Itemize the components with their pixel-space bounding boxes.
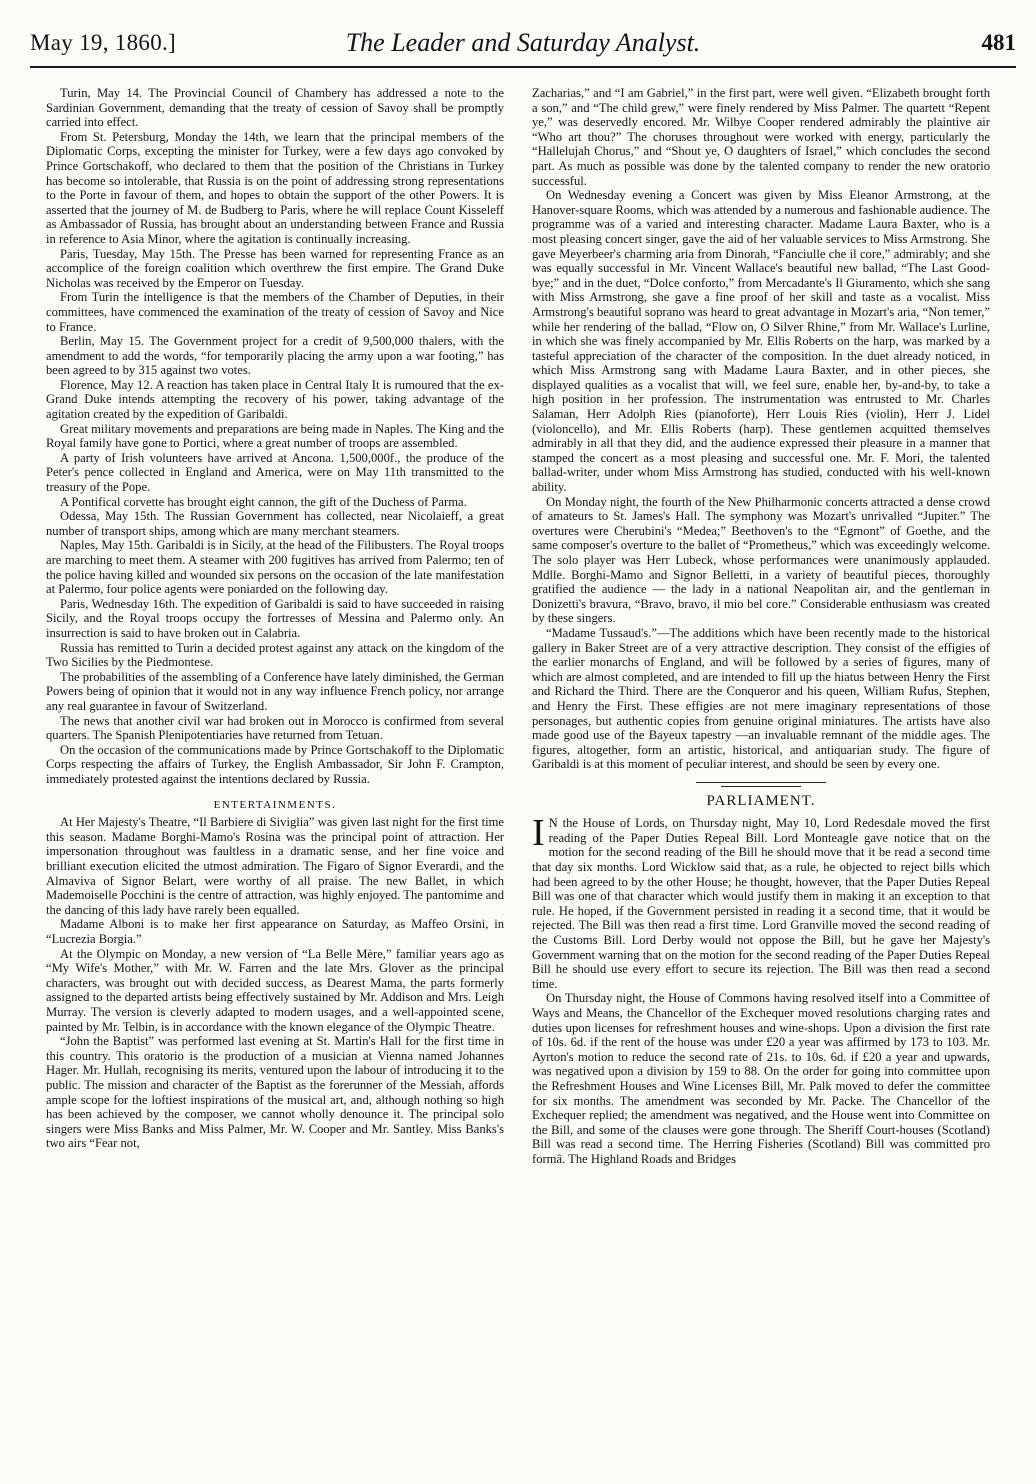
news-paragraph: Paris, Wednesday 16th. The expedition of Garibaldi is said to have succeeded in raising Sicily, and the Royal troops occupy the fortresses of Messina and Palermo only. An insurrection is said to have broken out in Calabria. [46,596,504,640]
entertainment-paragraph: Madame Alboni is to make her first appearance on Saturday, as Maffeo Orsini, in “Lucrezia Borgia.” [46,917,504,946]
entertainment-paragraph: At the Olympic on Monday, a new version of “La Belle Mère,” familiar years ago as “My Wife's Mother,” with Mr. W. Farren and the late Mrs. Glover as the principal characters, was brought out with decided success, as Dearest Mama, the parts formerly assigned to the departed artists being effectively sustained by Mr. Addison and Mrs. Leigh Murray. The version is cleverly adapted to modern usages, and a well-appointed scene, painted by Mr. Telbin, is in accordance with the known elegance of the Olympic Theatre. [46,946,504,1034]
news-paragraph: Paris, Tuesday, May 15th. The Presse has been warned for representing France as an accomplice of the foreign coalition which overthrew the first empire. The Grand Duke Nicholas was received by the Emperor on Tuesday. [46,246,504,290]
news-paragraph: A party of Irish volunteers have arrived at Ancona. 1,500,000f., the produce of the Peter's pence collected in England and America, were on May 11th transmitted to the treasury of the Pope. [46,450,504,495]
news-paragraph: Florence, May 12. A reaction has taken place in Central Italy It is rumoured that the ex-Grand Duke intends attempting the recovery of his power, taking advantage of the agitation created by the expedition of Garibaldi. [46,377,504,422]
review-paragraph: On Monday night, the fourth of the New Philharmonic concerts attracted a dense crowd of amateurs to St. James's Hall. The symphony was Mozart's unrivalled “Jupiter.” The overtures were Cherubini's “Medea;” Beethoven's to the “Egmont” of Goethe, and the same composer's overture to the ballet of “Prometheus,” which was exceedingly welcome. The solo player was Herr Lubeck, whose performances were unanimously applauded. Mdlle. Borghi-Mamo and Signor Belletti, in a variety of beautiful pieces, thoroughly gratified the audience — the lady in a national Neapolitan air, and the gentleman in Donizetti's bravura, “Bravo, bravo, il mio bel core.” Considerable enthusiasm was created by these singers. [532,494,990,626]
drop-cap: I [532,812,545,855]
news-paragraph: On the occasion of the communications made by Prince Gortschakoff to the Diplomatic Corps respecting the affairs of Turkey, the English Ambassador, Sir John F. Crampton, immediately protested against the intentions declared by Russia. [46,742,504,786]
news-paragraph: The news that another civil war had broken out in Morocco is confirmed from several quarters. The Spanish Plenipotentiaries have returned from Tetuan. [46,713,504,743]
news-paragraph: The probabilities of the assembling of a Conference have lately diminished, the German Powers being of opinion that it would not in any way influence French policy, nor arrange any real guarantee in favour of Switzerland. [46,669,504,713]
entertainment-paragraph: “John the Baptist” was performed last evening at St. Martin's Hall for the first time in this country. This oratorio is the production of a musician at Vienna named Johannes Hager. Mr. Hullah, recognising its merits, ventured upon the labour of introducing it to the public. The mission and character of the Baptist as the forerunner of the Messiah, affords ample scope for the loftiest inspirations of the musical art, and, although nothing so high has been achieved by the composer, we cannot wholly denounce it. The principal solo singers were Miss Banks and Miss Palmer, Mr. W. Cooper and Mr. Santley. Miss Banks's two airs “Fear not, [46,1034,504,1151]
entertainments-heading: ENTERTAINMENTS. [213,798,337,811]
news-paragraph: Great military movements and preparations are being made in Naples. The King and the Royal family have gone to Portici, where a great number of troops are assembled. [46,421,504,451]
news-paragraph: A Pontifical corvette has brought eight cannon, the gift of the Duchess of Parma. [60,494,467,509]
issue-date: May 19, 1860.] [30,30,177,55]
entertainment-paragraph: At Her Majesty's Theatre, “Il Barbiere di Siviglia” was given last night for the first time this season. Madame Borghi-Mamo's Rosina was the principal point of attraction. Her impersonation throughout was faultless in a dramatic sense, and her fine voice and brilliant execution elicited the utmost admiration. The Figaro of Signor Everardi, and the Almaviva of Signor Belart, were worthy of all praise. The new Ballet, in which Mademoiselle Pocchini is the centre of attraction, was highly enjoyed. The pantomime and the dancing of this lady have rarely been equalled. [46,815,504,917]
parliament-text: N the House of Lords, on Thursday night, May 10, Lord Redesdale moved the first reading of the Paper Duties Repeal Bill. Lord Monteagle gave notice that on the motion for the second reading of the Bill he should move that it be read a second time that day six months. Lord Wicklow said that, as a rule, he objected to reject bills which had been agreed to by the other House; he thought, however, that the Paper Duties Repeal Bill was one of that character which would justify them in making it an exception to that rule. He hoped, if the Government persisted in reading it a second time, that it would be rejected. The Bill was then read a first time. Lord Granville moved the second reading of the Customs Bill. Lord Derby would not oppose the Bill, but he gave her Majesty's Government warning that on the motion for the second reading of the Paper Duties Repeal Bill he should use every effort to secure its rejection. The Bill was then read a second time. [532,816,990,991]
news-paragraph: Turin, May 14. The Provincial Council of Chambery has addressed a note to the Sardinian Government, demanding that the treaty of cession of Savoy shall be promptly carried into effect. [46,86,504,130]
publication-title: The Leader and Saturday Analyst. [345,28,701,57]
right-column [532,86,990,1466]
news-paragraph: From Turin the intelligence is that the members of the Chamber of Deputies, in their committees, have commenced the examination of the treaty of cession of Savoy and Nice to France. [46,290,504,334]
divider-rule [721,786,801,787]
parliament-heading: PARLIAMENT. [706,792,816,809]
news-paragraph: Russia has remitted to Turin a decided protest against any attack on the kingdom of the Two Sicilies by the Piedmontese. [46,640,504,670]
divider-rule [696,782,826,783]
left-column [46,86,504,1466]
section-divider [696,782,826,787]
parliament-paragraph: On Thursday night, the House of Commons having resolved itself into a Committee of Ways and Means, the Chancellor of the Exchequer moved resolutions charging rates and duties upon licenses for refreshment houses and wine-shops. Upon a division the first rate of 10s. 6d. if the rent of the house was under £20 a year was affirmed by 173 to 103. Mr. Ayrton's motion to reduce the second rate of 21s. to 10s. 6d. if £20 a year and upwards, was negatived upon a division by 159 to 88. On the order for going into committee upon the Refreshment Houses and Wine Licenses Bill, Mr. Palk moved to defer the committee for six months. The amendment was seconded by Mr. Packe. The Chancellor of the Exchequer replied; the amendment was negatived, and the House went into Committee on the Bill, and some of the clauses were gone through. The Sheriff Court-houses (Scotland) Bill was read a second time. The Herring Fisheries (Scotland) Bill was committed pro formâ. The Highland Roads and Bridges [532,991,990,1166]
review-paragraph: Zacharias,” and “I am Gabriel,” in the first part, were well given. “Elizabeth brought forth a son,” and “The child grew,” were finely rendered by Miss Palmer. The quartett “Repent ye,” was deservedly encored. Mr. Wilbye Cooper rendered admirably the plaintive air “Who art thou?” The choruses throughout were worked with energy, particularly the “Hallelujah Chorus,” and “Shout ye, O daughters of Israel,” which concludes the second part. As much as possible was done by the talented company to render the new oratorio successful. [532,86,990,188]
review-paragraph: On Wednesday evening a Concert was given by Miss Eleanor Armstrong, at the Hanover-square Rooms, which was attended by a numerous and fashionable audience. The programme was of a varied and interesting character. Madame Laura Baxter, who is a most pleasing concert singer, gave the aid of her valuable services to Miss Armstrong. She gave Meyerbeer's charming aria from Dinorah, “Fanciulle che il core,” admirably; and she was equally successful in Mr. Vincent Wallace's beautiful new ballad, “The Last Good-bye;” and in the duet, “Dolce conforto,” from Mercadante's Il Giuramento, which she sang with Miss Armstrong, she gave a fine proof of her skill and taste as a vocalist. Miss Armstrong's beautiful soprano was heard to great advantage in Mozart's aria, “Non temer,” while her rendering of the ballad, “Flow on, O Silver Rhine,” from Mr. Wallace's Lurline, in which she was finely accompanied by Mr. Ellis Roberts on the harp, was marked by a tasteful appreciation of the character of the composition. In the duet already noticed, in which Miss Armstrong sang with Madame Laura Baxter, and in other pieces, she displayed qualities as a vocalist that will, we feel sure, enable her, by-and-by, to take a high position in her profession. The instrumentation was entrusted to Mr. Charles Salaman, Herr Adolph Ries (pianoforte), Herr Louis Ries (violin), Herr J. Lidel (violoncello), and Mr. Ellis Roberts (harp). These gentlemen acquitted themselves admirably in all that they did, and the audience expressed their pleasure in a manner that stamped the concert as a most pleasing and successful one. Mr. F. Mori, the talented ballad-writer, under whom Miss Armstrong has studied, conducted with his well-known ability. [532,188,990,495]
news-paragraph: Odessa, May 15th. The Russian Government has collected, near Nicolaieff, a great number of transport ships, among which are many merchant steamers. [46,509,504,538]
parliament-paragraph [532,812,990,991]
review-paragraph: “Madame Tussaud's.”—The additions which have been recently made to the historical gallery in Baker Street are of a very attractive description. They consist of the effigies of the earlier monarchs of England, and will be followed by a series of figures, many of which are almost completed, and are intended to fill up the hiatus between Henry the First and Richard the Third. There are the Conqueror and his queen, William Rufus, Stephen, and Henry the First. These effigies are not mere imaginary representations of those personages, but authentic copies from genuine original miniatures. The artists have also made good use of the Bayeux tapestry —an invaluable remnant of the middle ages. The figures, altogether, form an artistic, historical, and antiquarian study. The figure of Garibaldi is at this moment of peculiar interest, and should be seen by every one. [532,625,990,772]
news-paragraph: From St. Petersburg, Monday the 14th, we learn that the principal members of the Diplomatic Corps, excepting the minister for Turkey, were a few days ago convoked by Prince Gortschakoff, who declared to them that the position of the Christians in Turkey has become so intolerable, that Russia is on the point of addressing strong representations to the Porte in favour of them, and hopes to obtain the support of the other Powers. It is asserted that the journey of M. de Budberg to Paris, where he will replace Count Kisseleff as Ambassador of Russia, has brought about an understanding between France and Russia in reference to Asia Minor, where the agitation is continually increasing. [46,129,504,246]
news-paragraph: Berlin, May 15. The Government project for a credit of 9,500,000 thalers, with the amendment to add the words, “for temporarily placing the army upon a war footing,” has been agreed to by 315 against two votes. [46,334,504,378]
page-header [30,26,1016,68]
page-number: 481 [981,30,1016,55]
news-paragraph: Naples, May 15th. Garibaldi is in Sicily, at the head of the Filibusters. The Royal troops are marching to meet them. A steamer with 200 fugitives has arrived from Palermo; ten of the police having killed and wounded six persons on the occasion of the late manifestation at Palermo, four police agents were poniarded on the following day. [46,538,504,597]
